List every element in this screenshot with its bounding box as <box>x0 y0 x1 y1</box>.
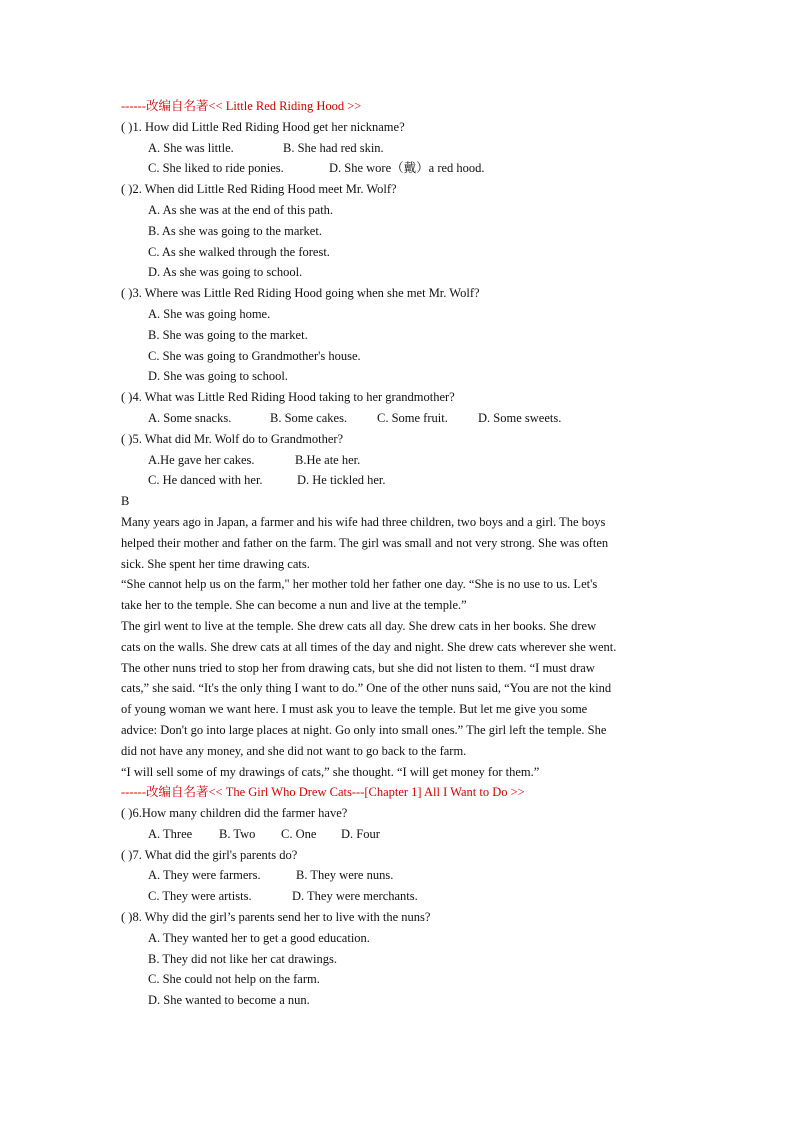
question-7-options-row-2 <box>121 886 691 907</box>
q3-option-a: A. She was going home. <box>148 306 271 321</box>
q8-option-b: B. They did not like her cat drawings. <box>148 951 337 966</box>
question-1-options-row-1 <box>121 138 691 159</box>
passage-line: did not have any money, and she did not want to go back to the farm. <box>121 743 467 758</box>
q7-option-a: A. They were farmers. <box>148 868 261 883</box>
question-5-stem: ( )5. What did Mr. Wolf do to Grandmother? <box>121 431 344 446</box>
question-6-stem: ( )6.How many children did the farmer have? <box>121 806 348 821</box>
passage-line: take her to the temple. She can become a nun and live at the temple.” <box>121 598 467 613</box>
q7-option-c: C. They were artists. <box>148 889 252 904</box>
q5-option-c: C. He danced with her. <box>148 473 263 488</box>
source-citation-a: ------改编自名著<< Little Red Riding Hood >> <box>121 99 362 113</box>
q7-option-d: D. They were merchants. <box>292 889 418 904</box>
question-7-stem: ( )7. What did the girl's parents do? <box>121 847 298 862</box>
passage-line: The other nuns tried to stop her from drawing cats, but she did not listen to them. “I must draw <box>121 660 595 675</box>
q3-option-b: B. She was going to the market. <box>148 327 308 342</box>
passage-line: helped their mother and father on the farm. The girl was small and not very strong. She was often <box>121 535 609 550</box>
q4-option-a: A. Some snacks. <box>148 410 232 425</box>
question-5-options-row-2 <box>121 470 691 491</box>
q1-option-a: A. She was little. <box>148 140 234 155</box>
q8-option-c: C. She could not help on the farm. <box>148 972 320 987</box>
q6-option-d: D. Four <box>341 826 380 841</box>
passage-line: sick. She spent her time drawing cats. <box>121 556 310 571</box>
q5-option-d: D. He tickled her. <box>297 473 386 488</box>
question-1-options-row-2 <box>121 158 691 179</box>
q4-option-c: C. Some fruit. <box>377 410 448 425</box>
q1-option-b: B. She had red skin. <box>283 140 384 155</box>
question-4-stem: ( )4. What was Little Red Riding Hood taking to her grandmother? <box>121 390 455 405</box>
passage-line: “She cannot help us on the farm," her mother told her father one day. “She is no use to us. Let's <box>121 577 598 592</box>
question-4-options-row <box>121 408 691 429</box>
q4-option-d: D. Some sweets. <box>478 410 562 425</box>
question-7-options-row-1 <box>121 865 691 886</box>
q1-option-d: D. She wore（戴）a red hood. <box>329 161 485 176</box>
question-6-options-row <box>121 824 691 845</box>
q3-option-d: D. She was going to school. <box>148 369 288 384</box>
q6-option-b: B. Two <box>219 826 256 841</box>
q8-option-d: D. She wanted to become a nun. <box>148 993 310 1008</box>
q2-option-a: A. As she was at the end of this path. <box>148 202 334 217</box>
question-5-options-row-1 <box>121 450 691 471</box>
section-b-heading: B <box>121 494 130 509</box>
q2-option-c: C. As she walked through the forest. <box>148 244 330 259</box>
q3-option-c: C. She was going to Grandmother's house. <box>148 348 361 363</box>
q2-option-b: B. As she was going to the market. <box>148 223 322 238</box>
q5-option-a: A.He gave her cakes. <box>148 452 255 467</box>
q1-option-c: C. She liked to ride ponies. <box>148 161 284 176</box>
passage-line: “I will sell some of my drawings of cats,” she thought. “I will get money for them.” <box>121 764 540 779</box>
q6-option-c: C. One <box>281 826 317 841</box>
passage-line: of young woman we want here. I must ask you to leave the temple. But let me give you some <box>121 702 588 717</box>
question-3-stem: ( )3. Where was Little Red Riding Hood going when she met Mr. Wolf? <box>121 286 480 301</box>
passage-line: advice: Don't go into large places at night. Go only into small ones.” The girl left the temple. She <box>121 722 607 737</box>
worksheet-page <box>121 96 691 1011</box>
q2-option-d: D. As she was going to school. <box>148 265 303 280</box>
reading-passage <box>121 512 691 782</box>
question-8-stem: ( )8. Why did the girl’s parents send her to live with the nuns? <box>121 910 431 925</box>
q4-option-b: B. Some cakes. <box>270 410 348 425</box>
passage-line: Many years ago in Japan, a farmer and his wife had three children, two boys and a girl. The boys <box>121 514 606 529</box>
question-2-stem: ( )2. When did Little Red Riding Hood meet Mr. Wolf? <box>121 182 397 197</box>
q5-option-b: B.He ate her. <box>295 452 361 467</box>
question-1-stem: ( )1. How did Little Red Riding Hood get her nickname? <box>121 119 405 134</box>
passage-line: cats on the walls. She drew cats at all times of the day and night. She drew cats wherever she went. <box>121 639 617 654</box>
passage-line: The girl went to live at the temple. She drew cats all day. She drew cats in her books. She drew <box>121 618 597 633</box>
q6-option-a: A. Three <box>148 826 193 841</box>
q8-option-a: A. They wanted her to get a good education. <box>148 930 370 945</box>
q7-option-b: B. They were nuns. <box>296 868 394 883</box>
passage-line: cats,” she said. “It's the only thing I want to do.” One of the other nuns said, “You are not the kind <box>121 681 612 696</box>
source-citation-b: ------改编自名著<< The Girl Who Drew Cats---[Chapter 1] All I Want to Do >> <box>121 785 525 800</box>
